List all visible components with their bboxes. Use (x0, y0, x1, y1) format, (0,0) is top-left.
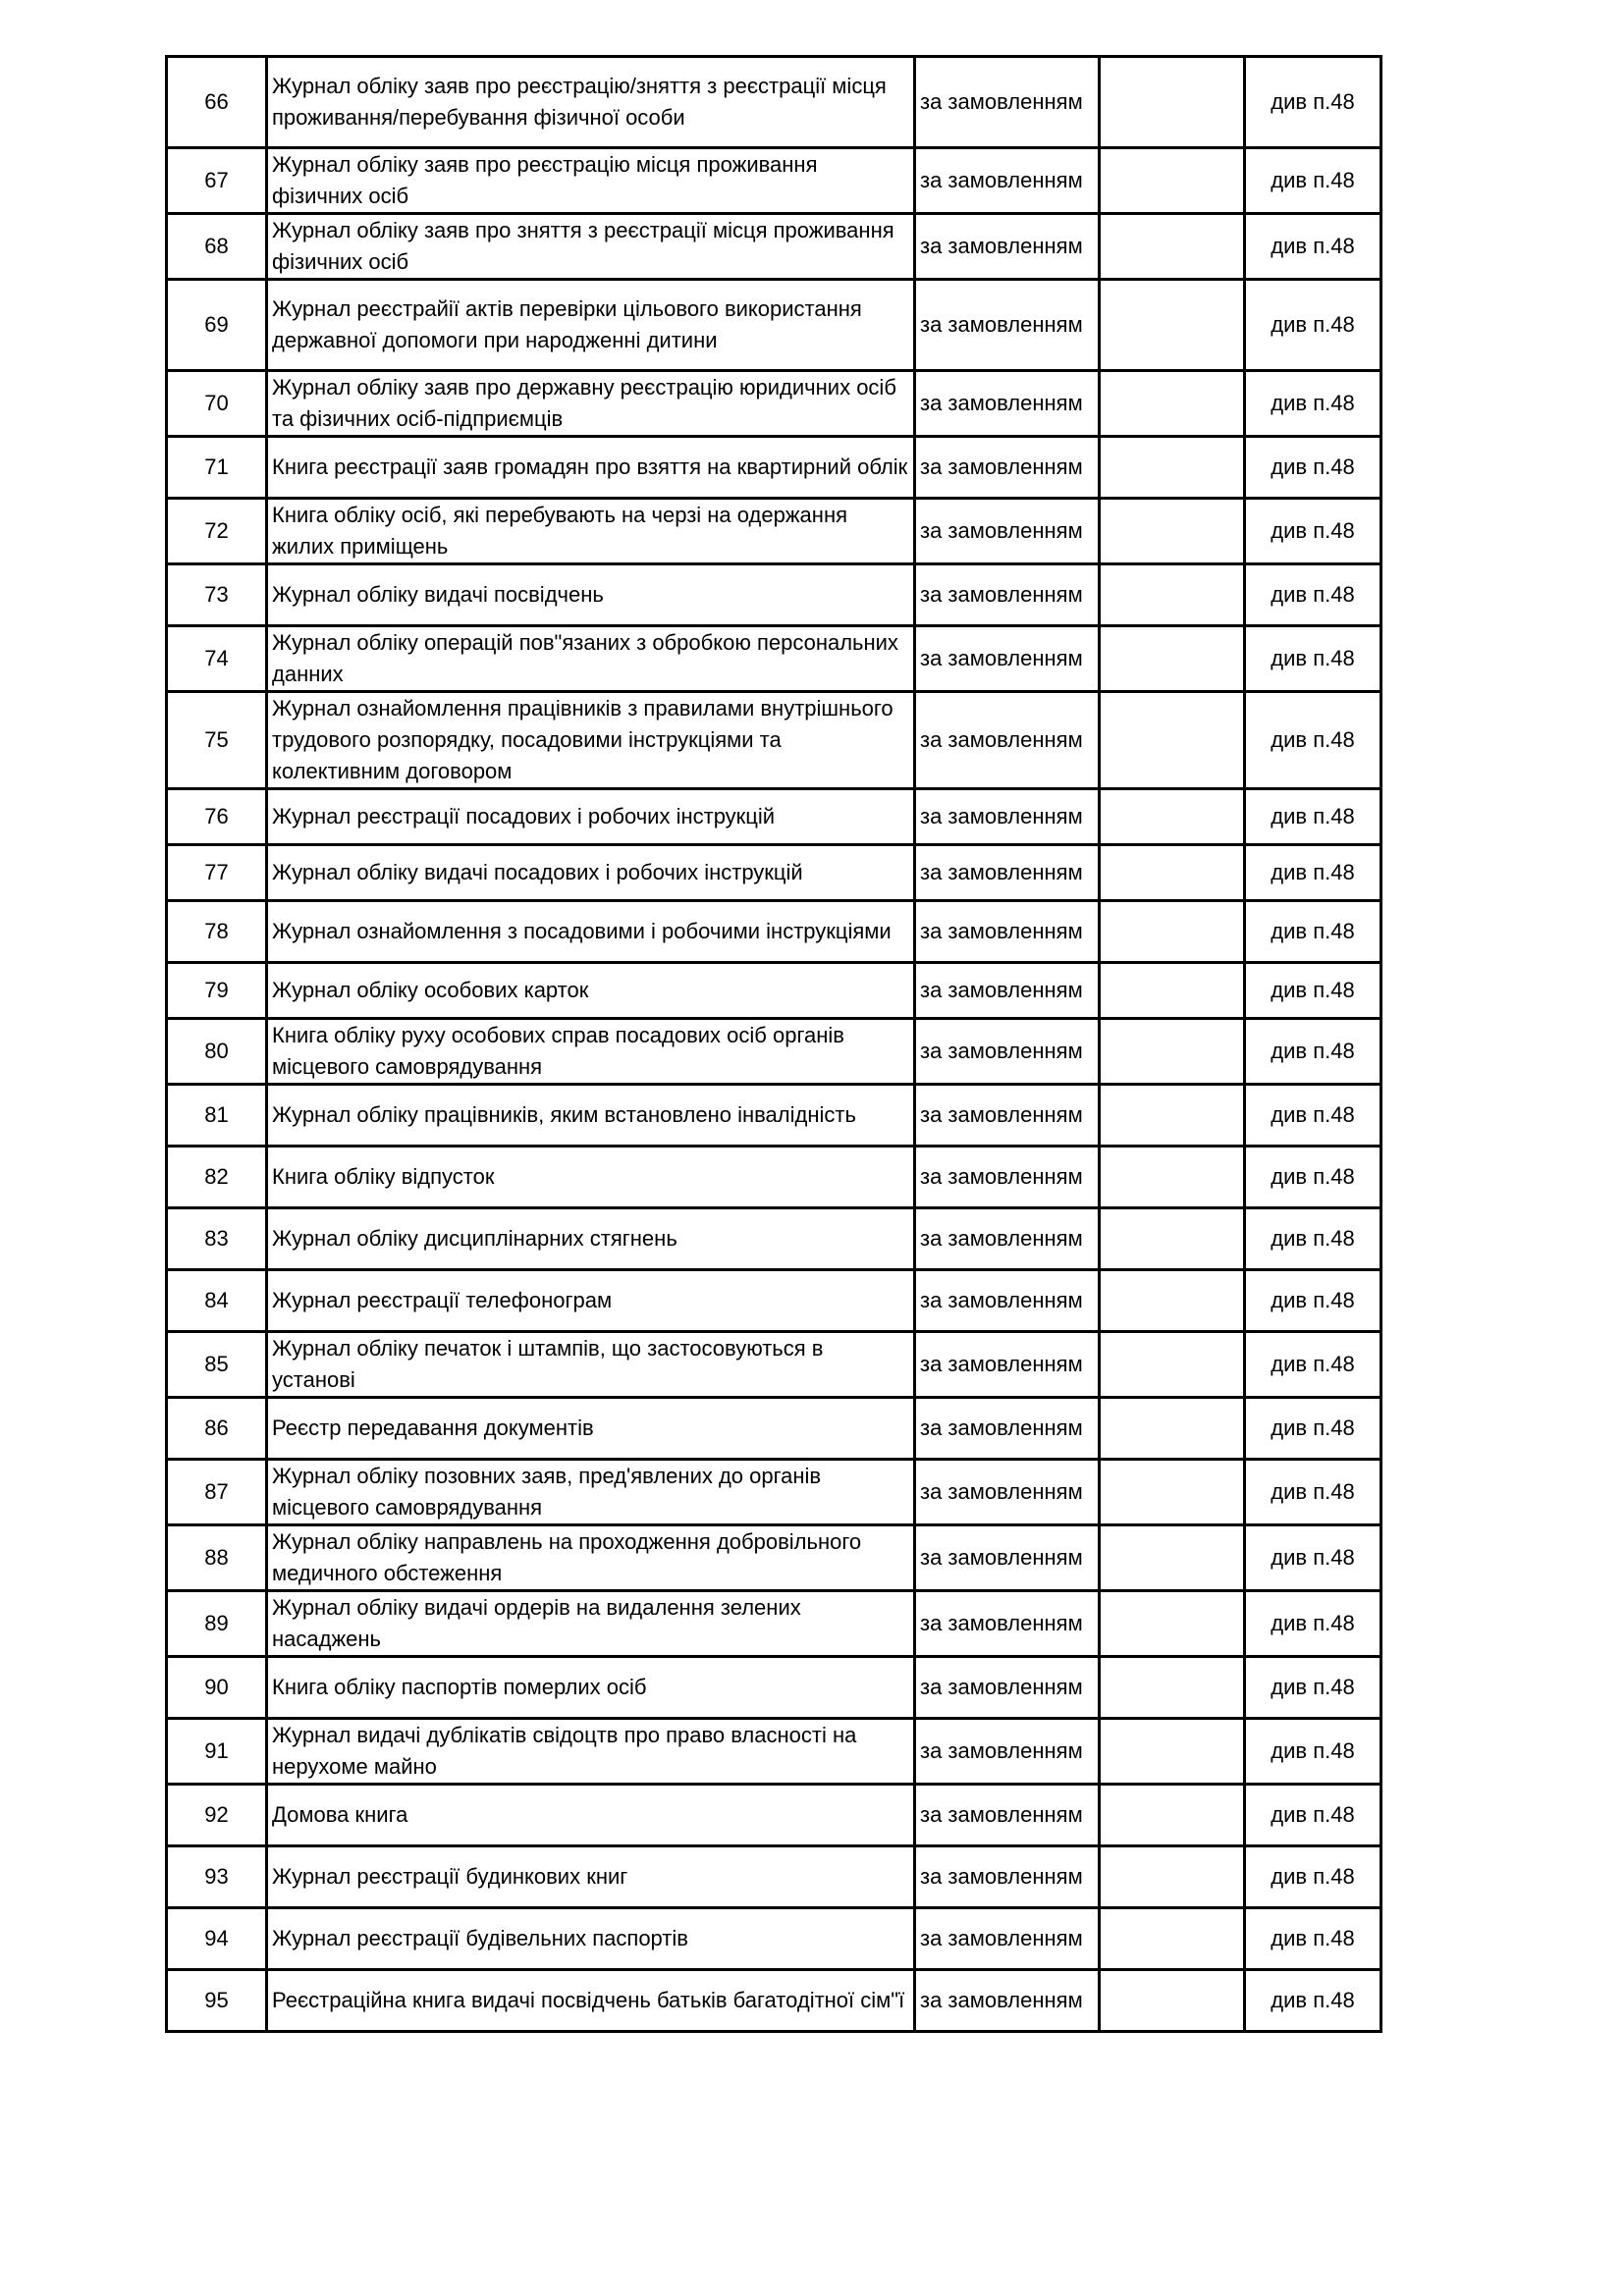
empty-cell (1100, 1785, 1245, 1846)
note-cell: див п.48 (1245, 626, 1381, 692)
row-number: 71 (167, 437, 267, 499)
empty-cell (1100, 1208, 1245, 1270)
row-number: 72 (167, 499, 267, 564)
document-title: Книга обліку відпусток (267, 1147, 915, 1208)
note-cell: див п.48 (1245, 1719, 1381, 1785)
table-row (167, 214, 1381, 280)
empty-cell (1100, 1970, 1245, 2032)
empty-cell (1100, 1846, 1245, 1908)
storage-terms: за замовленням (915, 1398, 1100, 1460)
empty-cell (1100, 1591, 1245, 1657)
storage-terms: за замовленням (915, 692, 1100, 789)
table-row (167, 1398, 1381, 1460)
document-title: Журнал видачі дублікатів свідоцтв про право власності на нерухоме майно (267, 1719, 915, 1785)
note-cell: див п.48 (1245, 1846, 1381, 1908)
table-row (167, 1270, 1381, 1332)
note-cell: див п.48 (1245, 1147, 1381, 1208)
note-cell: див п.48 (1245, 1332, 1381, 1398)
row-number: 87 (167, 1460, 267, 1525)
storage-terms: за замовленням (915, 1525, 1100, 1591)
storage-terms: за замовленням (915, 1085, 1100, 1147)
document-title: Журнал реєстрації будівельних паспортів (267, 1908, 915, 1970)
empty-cell (1100, 692, 1245, 789)
row-number: 70 (167, 371, 267, 437)
table-row (167, 1208, 1381, 1270)
note-cell: див п.48 (1245, 1398, 1381, 1460)
records-table (165, 55, 1382, 2033)
document-title: Журнал обліку заяв про зняття з реєстрації місця проживання фізичних осіб (267, 214, 915, 280)
empty-cell (1100, 1460, 1245, 1525)
storage-terms: за замовленням (915, 148, 1100, 214)
table-row (167, 626, 1381, 692)
empty-cell (1100, 845, 1245, 901)
table-row (167, 57, 1381, 148)
empty-cell (1100, 1019, 1245, 1085)
row-number: 76 (167, 789, 267, 845)
empty-cell (1100, 371, 1245, 437)
storage-terms: за замовленням (915, 1270, 1100, 1332)
row-number: 93 (167, 1846, 267, 1908)
note-cell: див п.48 (1245, 1591, 1381, 1657)
empty-cell (1100, 901, 1245, 963)
storage-terms: за замовленням (915, 214, 1100, 280)
note-cell: див п.48 (1245, 280, 1381, 371)
document-title: Книга реєстрації заяв громадян про взяття на квартирний облік (267, 437, 915, 499)
row-number: 88 (167, 1525, 267, 1591)
document-title: Журнал обліку печаток і штампів, що застосовуються в установі (267, 1332, 915, 1398)
note-cell: див п.48 (1245, 1970, 1381, 2032)
empty-cell (1100, 1908, 1245, 1970)
document-title: Журнал ознайомлення з посадовими і робочими інструкціями (267, 901, 915, 963)
row-number: 82 (167, 1147, 267, 1208)
document-title: Журнал обліку дисциплінарних стягнень (267, 1208, 915, 1270)
row-number: 79 (167, 963, 267, 1019)
storage-terms: за замовленням (915, 1785, 1100, 1846)
row-number: 69 (167, 280, 267, 371)
document-title: Журнал обліку операцій пов"язаних з обробкою персональних данних (267, 626, 915, 692)
note-cell: див п.48 (1245, 963, 1381, 1019)
records-table-body (167, 57, 1381, 2032)
storage-terms: за замовленням (915, 845, 1100, 901)
row-number: 90 (167, 1657, 267, 1719)
note-cell: див п.48 (1245, 1460, 1381, 1525)
row-number: 80 (167, 1019, 267, 1085)
storage-terms: за замовленням (915, 1332, 1100, 1398)
note-cell: див п.48 (1245, 1657, 1381, 1719)
document-title: Журнал обліку працівників, яким встановлено інвалідність (267, 1085, 915, 1147)
note-cell: див п.48 (1245, 1785, 1381, 1846)
row-number: 83 (167, 1208, 267, 1270)
table-row (167, 1970, 1381, 2032)
empty-cell (1100, 499, 1245, 564)
row-number: 85 (167, 1332, 267, 1398)
document-title: Книга обліку руху особових справ посадових осіб органів місцевого самоврядування (267, 1019, 915, 1085)
table-row (167, 1846, 1381, 1908)
note-cell: див п.48 (1245, 845, 1381, 901)
storage-terms: за замовленням (915, 1908, 1100, 1970)
table-row (167, 499, 1381, 564)
storage-terms: за замовленням (915, 963, 1100, 1019)
document-title: Книга обліку осіб, які перебувають на черзі на одержання жилих приміщень (267, 499, 915, 564)
table-row (167, 1719, 1381, 1785)
storage-terms: за замовленням (915, 1719, 1100, 1785)
table-row (167, 789, 1381, 845)
document-title: Журнал обліку позовних заяв, пред'явлених до органів місцевого самоврядування (267, 1460, 915, 1525)
empty-cell (1100, 214, 1245, 280)
note-cell: див п.48 (1245, 789, 1381, 845)
empty-cell (1100, 1525, 1245, 1591)
empty-cell (1100, 57, 1245, 148)
row-number: 86 (167, 1398, 267, 1460)
row-number: 68 (167, 214, 267, 280)
table-row (167, 437, 1381, 499)
storage-terms: за замовленням (915, 1460, 1100, 1525)
note-cell: див п.48 (1245, 1019, 1381, 1085)
storage-terms: за замовленням (915, 1019, 1100, 1085)
document-title: Журнал обліку особових карток (267, 963, 915, 1019)
empty-cell (1100, 564, 1245, 626)
document-title: Журнал реєстрайії актів перевірки цільового використання державної допомоги при народженні дитини (267, 280, 915, 371)
document-title: Журнал реєстрації будинкових книг (267, 1846, 915, 1908)
table-row (167, 1525, 1381, 1591)
note-cell: див п.48 (1245, 437, 1381, 499)
note-cell: див п.48 (1245, 692, 1381, 789)
storage-terms: за замовленням (915, 564, 1100, 626)
empty-cell (1100, 437, 1245, 499)
row-number: 92 (167, 1785, 267, 1846)
empty-cell (1100, 1147, 1245, 1208)
storage-terms: за замовленням (915, 57, 1100, 148)
empty-cell (1100, 1398, 1245, 1460)
storage-terms: за замовленням (915, 1147, 1100, 1208)
note-cell: див п.48 (1245, 1208, 1381, 1270)
table-row (167, 1908, 1381, 1970)
empty-cell (1100, 1719, 1245, 1785)
empty-cell (1100, 626, 1245, 692)
empty-cell (1100, 1657, 1245, 1719)
row-number: 75 (167, 692, 267, 789)
empty-cell (1100, 789, 1245, 845)
table-row (167, 1657, 1381, 1719)
row-number: 74 (167, 626, 267, 692)
table-row (167, 148, 1381, 214)
empty-cell (1100, 1085, 1245, 1147)
storage-terms: за замовленням (915, 901, 1100, 963)
document-title: Реєстр передавання документів (267, 1398, 915, 1460)
note-cell: див п.48 (1245, 499, 1381, 564)
row-number: 84 (167, 1270, 267, 1332)
storage-terms: за замовленням (915, 1846, 1100, 1908)
table-row (167, 1785, 1381, 1846)
table-row (167, 901, 1381, 963)
document-title: Журнал обліку заяв про реєстрацію/зняття з реєстрації місця проживання/перебування фізичної особи (267, 57, 915, 148)
document-title: Журнал обліку видачі посвідчень (267, 564, 915, 626)
note-cell: див п.48 (1245, 57, 1381, 148)
note-cell: див п.48 (1245, 564, 1381, 626)
row-number: 91 (167, 1719, 267, 1785)
empty-cell (1100, 963, 1245, 1019)
table-row (167, 1085, 1381, 1147)
row-number: 77 (167, 845, 267, 901)
note-cell: див п.48 (1245, 901, 1381, 963)
table-row (167, 845, 1381, 901)
document-title: Реєстраційна книга видачі посвідчень батьків багатодітної сім"ї (267, 1970, 915, 2032)
empty-cell (1100, 280, 1245, 371)
table-row (167, 963, 1381, 1019)
table-row (167, 1147, 1381, 1208)
note-cell: див п.48 (1245, 214, 1381, 280)
table-row (167, 1019, 1381, 1085)
note-cell: див п.48 (1245, 371, 1381, 437)
document-title: Книга обліку паспортів померлих осіб (267, 1657, 915, 1719)
note-cell: див п.48 (1245, 1085, 1381, 1147)
row-number: 73 (167, 564, 267, 626)
document-title: Журнал реєстрації посадових і робочих інструкцій (267, 789, 915, 845)
row-number: 67 (167, 148, 267, 214)
document-title: Домова книга (267, 1785, 915, 1846)
table-row (167, 1591, 1381, 1657)
row-number: 94 (167, 1908, 267, 1970)
table-row (167, 1460, 1381, 1525)
table-row (167, 280, 1381, 371)
document-title: Журнал обліку видачі ордерів на видалення зелених насаджень (267, 1591, 915, 1657)
document-title: Журнал обліку заяв про реєстрацію місця проживання фізичних осіб (267, 148, 915, 214)
storage-terms: за замовленням (915, 789, 1100, 845)
note-cell: див п.48 (1245, 148, 1381, 214)
storage-terms: за замовленням (915, 1657, 1100, 1719)
document-title: Журнал обліку заяв про державну реєстрацію юридичних осіб та фізичних осіб-підприємців (267, 371, 915, 437)
note-cell: див п.48 (1245, 1270, 1381, 1332)
document-title: Журнал обліку направлень на проходження добровільного медичного обстеження (267, 1525, 915, 1591)
empty-cell (1100, 148, 1245, 214)
empty-cell (1100, 1270, 1245, 1332)
row-number: 95 (167, 1970, 267, 2032)
note-cell: див п.48 (1245, 1525, 1381, 1591)
storage-terms: за замовленням (915, 1970, 1100, 2032)
table-row (167, 692, 1381, 789)
storage-terms: за замовленням (915, 499, 1100, 564)
note-cell: див п.48 (1245, 1908, 1381, 1970)
table-row (167, 371, 1381, 437)
empty-cell (1100, 1332, 1245, 1398)
row-number: 78 (167, 901, 267, 963)
storage-terms: за замовленням (915, 1591, 1100, 1657)
storage-terms: за замовленням (915, 626, 1100, 692)
document-title: Журнал обліку видачі посадових і робочих інструкцій (267, 845, 915, 901)
table-row (167, 1332, 1381, 1398)
document-title: Журнал реєстрації телефонограм (267, 1270, 915, 1332)
storage-terms: за замовленням (915, 1208, 1100, 1270)
storage-terms: за замовленням (915, 371, 1100, 437)
storage-terms: за замовленням (915, 280, 1100, 371)
document-title: Журнал ознайомлення працівників з правилами внутрішнього трудового розпорядку, посадовими інструкціями та колективним договором (267, 692, 915, 789)
table-row (167, 564, 1381, 626)
row-number: 89 (167, 1591, 267, 1657)
row-number: 81 (167, 1085, 267, 1147)
row-number: 66 (167, 57, 267, 148)
storage-terms: за замовленням (915, 437, 1100, 499)
